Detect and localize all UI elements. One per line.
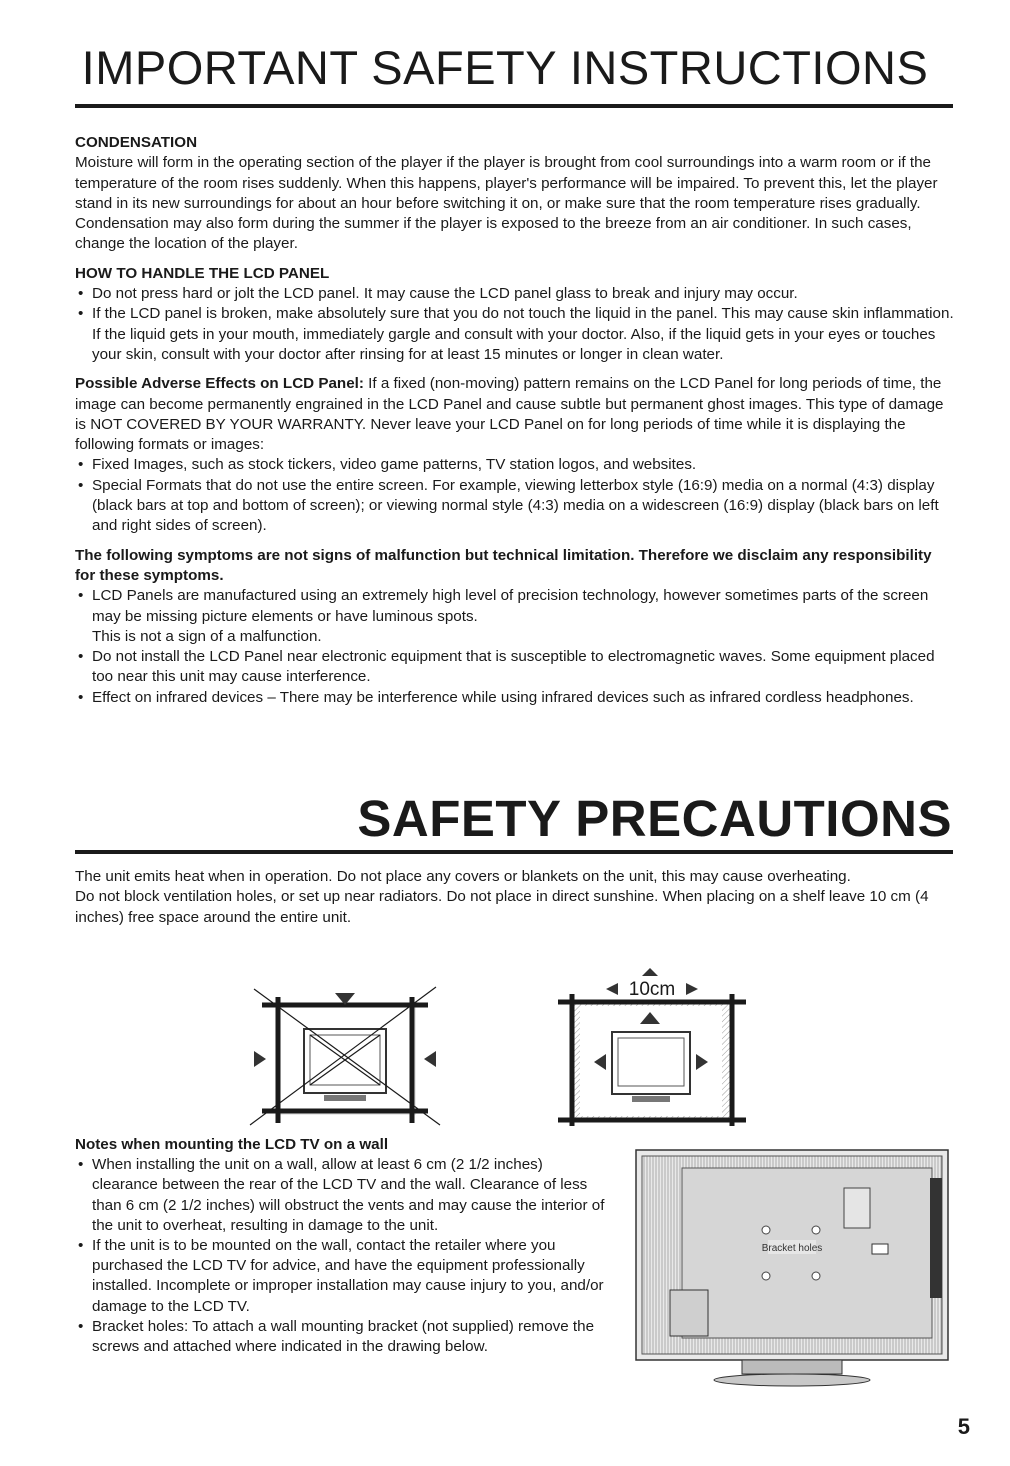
- arrow-left-icon: [424, 1051, 436, 1067]
- precautions-rule: [75, 850, 953, 854]
- precautions-para-1: The unit emits heat when in operation. Do not place any covers or blankets on the unit, this may cause overheating.: [75, 868, 851, 885]
- arrow-up-top-icon: [642, 968, 658, 976]
- lcd-panel-section: [75, 264, 955, 365]
- tv-side-jacks: [930, 1178, 942, 1298]
- symptoms-bullet-1-text: LCD Panels are manufactured using an extremely high level of precision technology, however sometimes parts of the screen may be missing picture elements or have luminous spots.: [92, 587, 929, 625]
- arrow-right-small-icon: [686, 983, 698, 995]
- tv-terminal-box: [670, 1290, 708, 1336]
- adverse-bullet-1: • Fixed Images, such as stock tickers, video game patterns, TV station logos, and websites.: [75, 455, 955, 475]
- instructions-body: [75, 133, 955, 717]
- tv-rear-switch: [872, 1244, 888, 1254]
- lcd-panel-bullet-2-extra: If the liquid gets in your mouth, immediately gargle and consult with your doctor. Also, if the liquid gets in your eyes or touches your skin, consult with your doctor after rinsing for at least 15 minutes or longer in clean water.: [92, 325, 936, 363]
- symptoms-heading: The following symptoms are not signs of malfunction but technical limitation. Therefore we disclaim any responsibility for these symptoms.: [75, 546, 932, 584]
- symptoms-section: [75, 546, 955, 708]
- wall-notes-bullet-2: • If the unit is to be mounted on the wall, contact the retailer where you purchased the LCD TV for advice, and have the equipment professionally installed. Incomplete or improper installation may cause injury to you, and/or damage to the LCD TV.: [75, 1236, 610, 1317]
- title-rule: [75, 104, 953, 108]
- wall-mount-notes: [75, 1135, 610, 1357]
- lcd-panel-bullet-2: [75, 304, 955, 365]
- condensation-section: [75, 133, 955, 255]
- wall-notes-bullet-1: • When installing the unit on a wall, allow at least 6 cm (2 1/2 inches) clearance between the rear of the LCD TV and the wall. Clearance of less than 6 cm (2 1/2 inches) will obstruct the vents and may cause the interior of the unit to overheat, resulting in damage to the unit.: [75, 1155, 610, 1236]
- precautions-para-2: Do not block ventilation holes, or set up near radiators. Do not place in direct sunshine. When placing on a shelf leave 10 cm (4 inches) free space around the entire unit.: [75, 888, 929, 926]
- page-number: 5: [957, 1414, 970, 1439]
- tv-rear-label-plate: [844, 1188, 870, 1228]
- arrow-right-icon: [254, 1051, 266, 1067]
- adverse-bullet-2: • Special Formats that do not use the entire screen. For example, viewing letterbox style (16:9) media on a normal (4:3) display (black bars at top and bottom of screen); or viewing normal style (4:3) media on a widescreen (16:9) display (black bars on left and right sides of screen).: [75, 476, 955, 537]
- clearance-placement-diagram: [550, 956, 750, 1128]
- tv-icon-2: [612, 1032, 690, 1102]
- adverse-effects-text: If a fixed (non-moving) pattern remains on the LCD Panel for long periods of time, the image can become permanently engrained in the LCD Panel and cause subtle but permanent ghost images. This type of damage is NOT COVERED BY YOUR WARRANTY. Never leave your LCD Panel on for long periods of time while it is displaying the following formats or images:: [75, 375, 944, 454]
- lcd-panel-bullet-1: • Do not press hard or jolt the LCD panel. It may cause the LCD panel glass to break and injury may occur.: [75, 284, 955, 304]
- tv-rear-illustration: [634, 1148, 950, 1388]
- arrow-left-small-icon: [606, 983, 618, 995]
- wall-notes-bullet-3: • Bracket holes: To attach a wall mounting bracket (not supplied) remove the screws and attached where indicated in the drawing below.: [75, 1317, 610, 1357]
- page-title: IMPORTANT SAFETY INSTRUCTIONS: [81, 41, 929, 94]
- symptoms-bullet-3: • Effect on infrared devices – There may be interference while using infrared devices such as infrared cordless headphones.: [75, 688, 955, 708]
- tv-stand-base: [714, 1374, 870, 1386]
- bracket-holes-label: Bracket holes: [761, 1243, 823, 1254]
- condensation-heading: CONDENSATION: [75, 134, 198, 151]
- condensation-para-2: Condensation may also form during the summer if the player is exposed to the breeze from an air conditioner. In such cases, change the location of the player.: [75, 215, 912, 253]
- wall-notes-heading: Notes when mounting the LCD TV on a wall: [75, 1136, 389, 1153]
- symptoms-bullet-1-extra: This is not a sign of a malfunction.: [92, 627, 322, 645]
- safety-precautions-title: SAFETY PRECAUTIONS: [357, 790, 952, 847]
- adverse-effects-section: [75, 374, 955, 536]
- symptoms-bullet-1: [75, 586, 955, 647]
- enclosed-placement-diagram: [240, 983, 450, 1128]
- adverse-effects-para: [75, 374, 955, 455]
- adverse-effects-lead: Possible Adverse Effects on LCD Panel:: [75, 375, 364, 393]
- symptoms-bullet-2: • Do not install the LCD Panel near electronic equipment that is susceptible to electromagnetic waves. Some equipment placed too near this unit may cause interference.: [75, 647, 955, 688]
- lcd-panel-bullet-2-text: If the LCD panel is broken, make absolutely sure that you do not touch the liquid in the panel. This may cause skin inflammation.: [92, 305, 954, 323]
- condensation-para-1: Moisture will form in the operating section of the player if the player is brought from cool surroundings into a warm room or if the temperature of the room rises suddenly. When this happens, player's performance will be impaired. To prevent this, let the player stand in its new surroundings for about an hour before switching it on, or make sure that the room temperature rises gradually.: [75, 154, 938, 212]
- tv-stand-neck: [742, 1360, 842, 1374]
- precautions-body: [75, 867, 955, 928]
- lcd-panel-heading: HOW TO HANDLE THE LCD PANEL: [75, 264, 330, 282]
- clearance-label: 10cm: [628, 979, 676, 1000]
